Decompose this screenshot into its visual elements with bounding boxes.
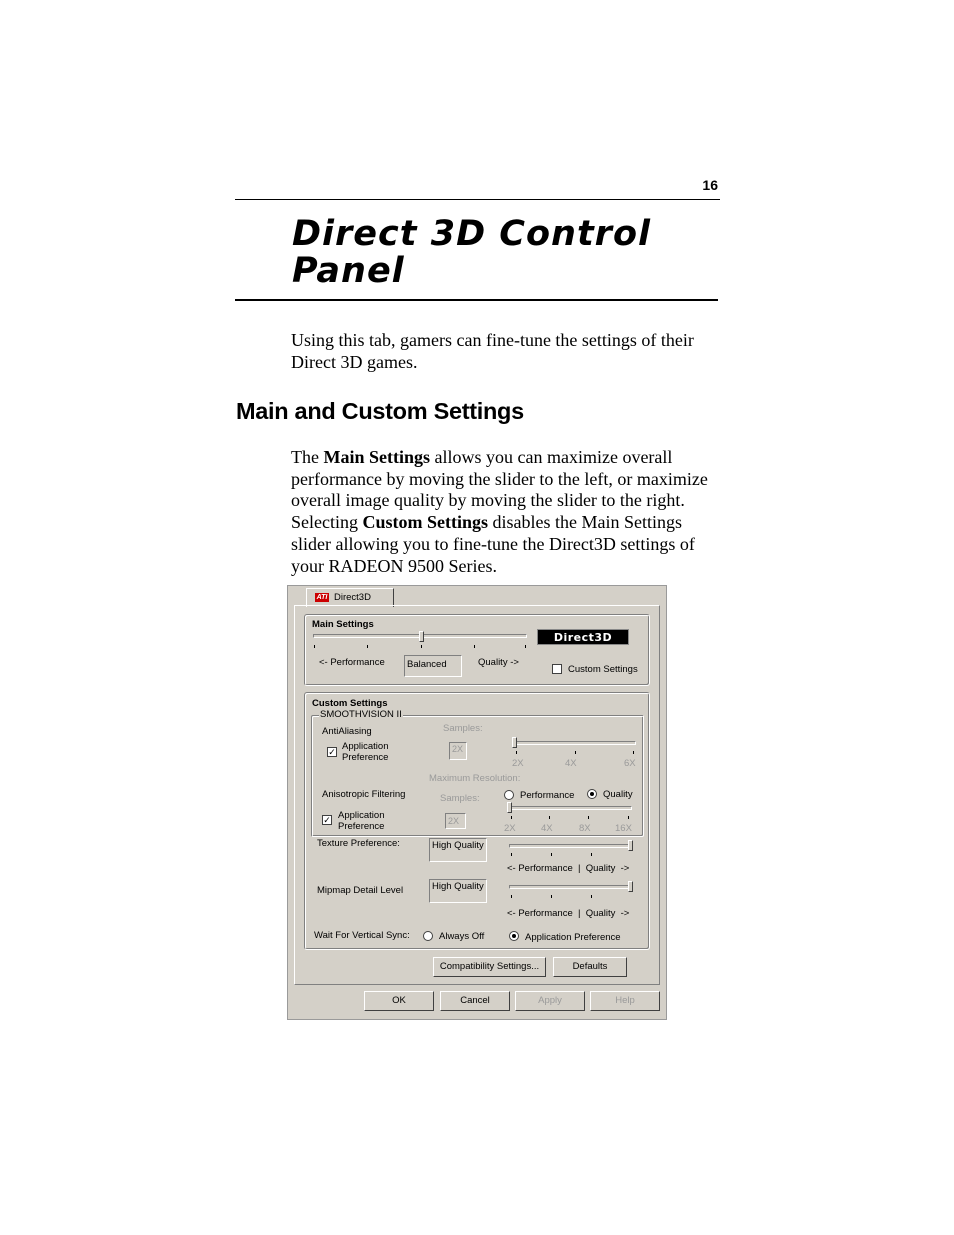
main-quality-label: Quality -> <box>478 657 519 668</box>
mipmap-label: Mipmap Detail Level <box>317 885 404 896</box>
compatibility-settings-button[interactable]: Compatibility Settings... <box>433 957 546 977</box>
mipmap-scale-label: <- Performance | Quality -> <box>507 908 630 919</box>
aniso-tick-label-8x: 8X <box>579 823 591 834</box>
aa-slider-tick <box>633 751 634 754</box>
ok-button[interactable]: OK <box>364 991 434 1011</box>
texture-slider-thumb[interactable] <box>628 840 633 851</box>
body-paragraph <box>291 447 719 577</box>
body-text-3: disables the Main Settings slider allowing you to fine-tune the Direct3D settings of your RADEON 9500 Series. <box>291 512 695 576</box>
texture-slider-tick <box>551 853 552 856</box>
aniso-tick-label-2x: 2X <box>504 823 516 834</box>
main-slider-tick <box>421 645 422 648</box>
aniso-slider-tick <box>511 816 512 819</box>
section-heading: Main and Custom Settings <box>236 398 524 424</box>
mipmap-slider-track[interactable] <box>509 885 633 889</box>
body-bold-main-settings: Main Settings <box>323 447 430 467</box>
page-title: Direct 3D Control Panel <box>292 214 651 291</box>
aa-app-pref-label-1[interactable]: Application <box>342 741 389 752</box>
aniso-performance-label[interactable]: Performance <box>520 790 575 801</box>
aa-samples-value: 2X <box>449 742 467 760</box>
help-button[interactable]: Help <box>590 991 660 1011</box>
aniso-slider-tick <box>628 816 629 819</box>
anisotropic-label: Anisotropic Filtering <box>322 789 406 800</box>
mipmap-slider-thumb[interactable] <box>628 881 633 892</box>
main-settings-title: Main Settings <box>312 619 374 630</box>
vsync-app-pref-label[interactable]: Application Preference <box>525 932 621 943</box>
antialiasing-label: AntiAliasing <box>322 726 372 737</box>
aniso-performance-radio[interactable] <box>504 790 514 800</box>
aniso-samples-value: 2X <box>445 813 466 829</box>
direct3d-dialog <box>287 585 667 1020</box>
aa-tick-label-6x: 6X <box>624 758 636 769</box>
aniso-quality-radio[interactable] <box>587 789 597 799</box>
cancel-button[interactable]: Cancel <box>440 991 510 1011</box>
aa-app-pref-checkbox[interactable]: ✓ <box>328 747 336 757</box>
aa-app-pref-label-2[interactable]: Preference <box>342 752 389 763</box>
aniso-tick-label-16x: 16X <box>615 823 632 834</box>
aniso-app-pref-label-2[interactable]: Preference <box>338 821 385 832</box>
main-balanced-label: Balanced <box>404 655 462 677</box>
aniso-app-pref-checkbox[interactable]: ✓ <box>323 815 331 825</box>
aa-samples-label: Samples: <box>443 723 483 734</box>
intro-paragraph: Using this tab, gamers can fine-tune the settings of their Direct 3D games. <box>291 330 694 372</box>
mipmap-slider-tick <box>551 895 552 898</box>
max-resolution-label: Maximum Resolution: <box>429 773 521 784</box>
aa-tick-label-2x: 2X <box>512 758 524 769</box>
main-slider-tick <box>367 645 368 648</box>
page-number: 16 <box>702 177 718 193</box>
vsync-always-off-radio[interactable] <box>423 931 433 941</box>
mipmap-slider-tick <box>511 895 512 898</box>
aniso-slider-tick <box>588 816 589 819</box>
mipmap-slider-tick <box>591 895 592 898</box>
ati-logo: ATI <box>316 594 328 601</box>
body-bold-custom-settings: Custom Settings <box>362 512 488 533</box>
texture-preference-value: High Quality <box>429 838 487 862</box>
main-slider-tick <box>314 645 315 648</box>
apply-button[interactable]: Apply <box>515 991 585 1011</box>
direct3d-logo: Direct3D <box>537 629 629 645</box>
custom-settings-checkbox[interactable] <box>552 664 562 674</box>
aniso-samples-slider-track[interactable] <box>508 806 632 810</box>
aa-slider-tick <box>575 751 576 754</box>
main-slider-tick <box>474 645 475 648</box>
texture-slider-tick <box>591 853 592 856</box>
aniso-tick-label-4x: 4X <box>541 823 553 834</box>
custom-settings-title: Custom Settings <box>312 698 388 709</box>
title-rule <box>235 299 718 301</box>
texture-slider-track[interactable] <box>509 844 633 848</box>
aniso-samples-slider-thumb[interactable] <box>507 802 512 813</box>
aniso-app-pref-label-1[interactable]: Application <box>338 810 385 821</box>
main-settings-group <box>304 614 650 686</box>
tab-direct3d-label: Direct3D <box>334 592 371 603</box>
vsync-label: Wait For Vertical Sync: <box>314 930 410 941</box>
aniso-samples-label: Samples: <box>440 793 480 804</box>
smoothvision-title: SMOOTHVISION II <box>320 709 402 720</box>
aa-slider-tick <box>516 751 517 754</box>
vsync-app-pref-radio[interactable] <box>509 931 519 941</box>
custom-settings-group <box>304 692 650 950</box>
aa-samples-slider-thumb[interactable] <box>512 737 517 748</box>
body-text-1: The <box>291 447 324 467</box>
body-text-2: allows you can maximize overall performance by moving the slider to the left, or maximize overall image quality by moving the slider to the right. Selecting <box>291 447 708 533</box>
main-performance-label: <- Performance <box>319 657 385 668</box>
aa-samples-slider-track[interactable] <box>513 741 636 745</box>
aa-tick-label-4x: 4X <box>565 758 577 769</box>
texture-scale-label: <- Performance | Quality -> <box>507 863 630 874</box>
aniso-quality-label[interactable]: Quality <box>603 789 633 800</box>
defaults-button[interactable]: Defaults <box>553 957 627 977</box>
vsync-always-off-label[interactable]: Always Off <box>439 931 485 942</box>
header-rule <box>235 199 720 200</box>
mipmap-value: High Quality <box>429 879 487 903</box>
main-slider-tick <box>525 645 526 648</box>
texture-preference-label: Texture Preference: <box>317 838 400 849</box>
custom-settings-checkbox-label[interactable]: Custom Settings <box>568 664 638 675</box>
aniso-slider-tick <box>549 816 550 819</box>
main-settings-slider-thumb[interactable] <box>419 631 424 642</box>
texture-slider-tick <box>511 853 512 856</box>
